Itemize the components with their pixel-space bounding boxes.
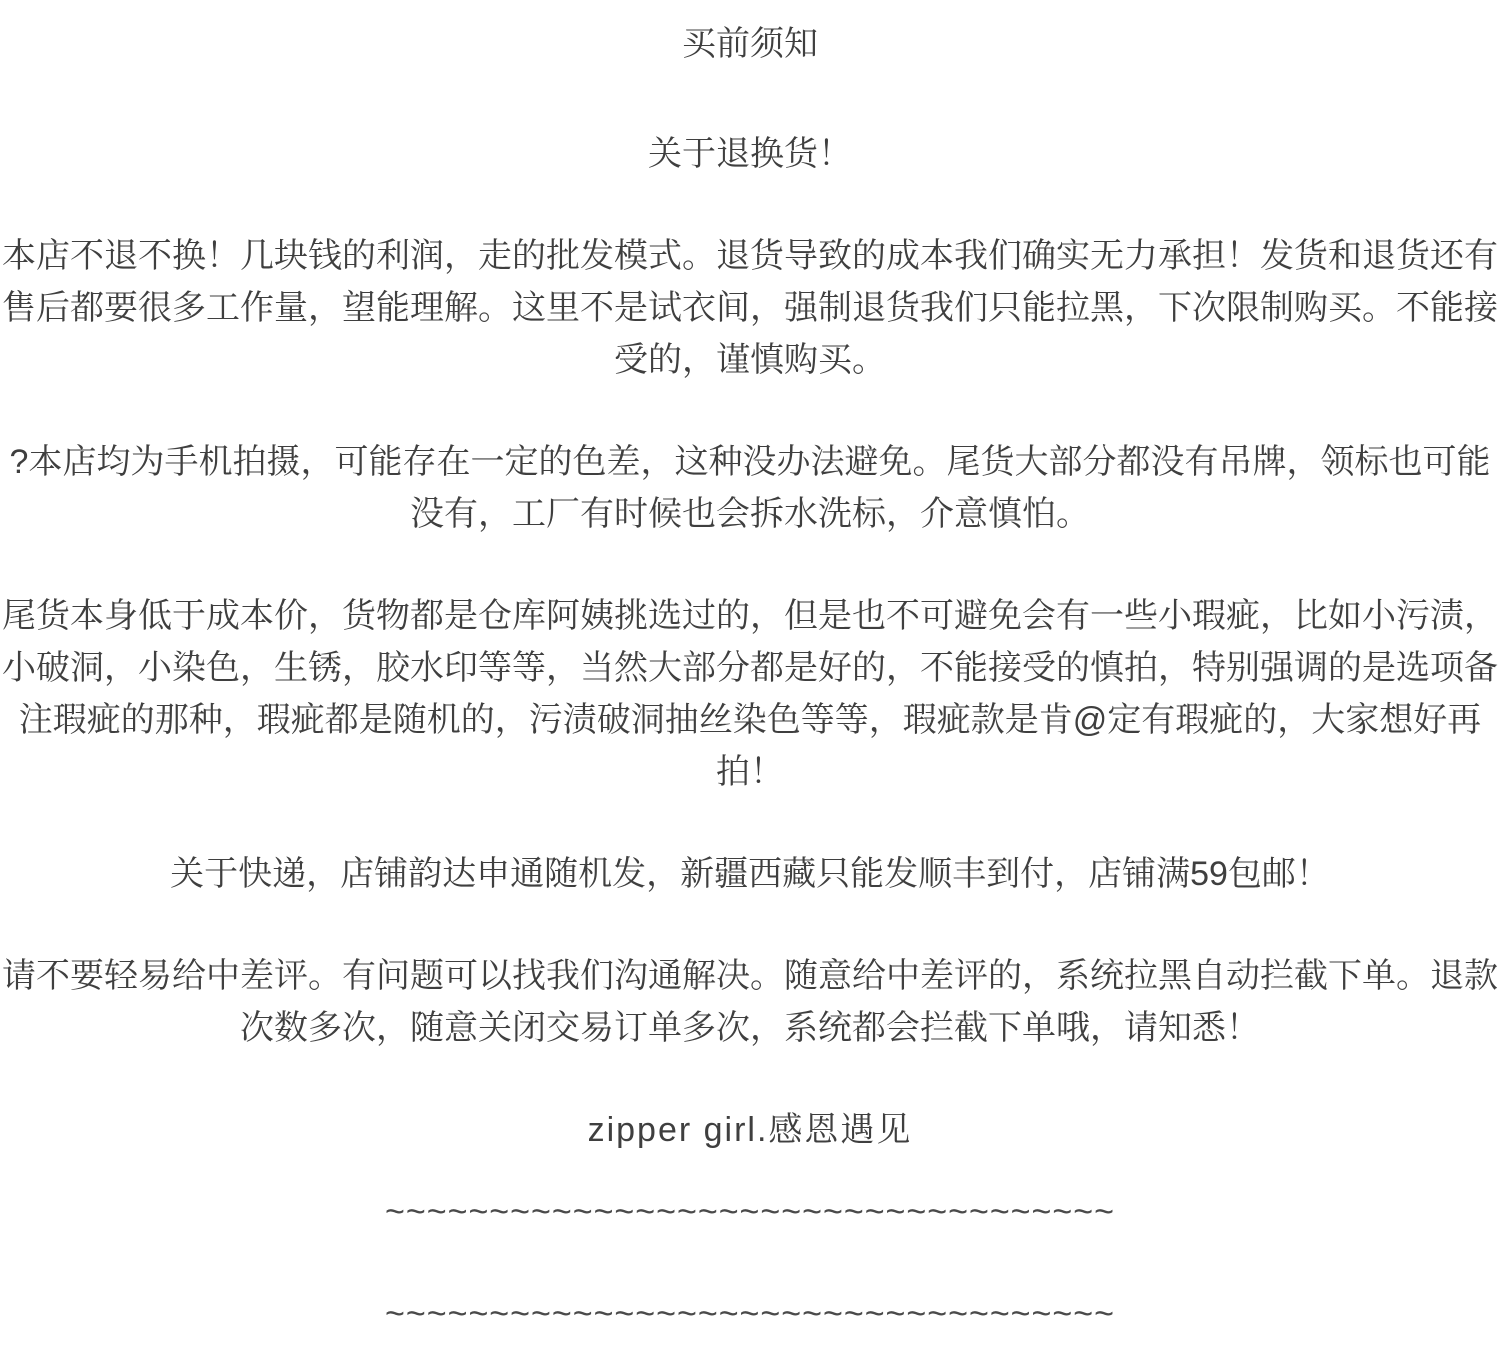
- paragraph-return-policy: 本店不退不换！几块钱的利润，走的批发模式。退货导致的成本我们确实无力承担！发货和退货还有售后都要很多工作量，望能理解。这里不是试衣间，强制退货我们只能拉黑，下次限制购买。不能接受的，谨慎购买。: [2, 237, 1498, 379]
- paragraph-photo-color-note: ?本店均为手机拍摄，可能存在一定的色差，这种没办法避免。尾货大部分都没有吊牌，领标也可能没有，工厂有时候也会拆水洗标，介意慎怕。: [9, 443, 1491, 533]
- signature-line: zipper girl.感恩遇见: [587, 1111, 913, 1149]
- section-heading-returns: 关于退换货！: [648, 135, 852, 173]
- separator-line-2: ~~~~~~~~~~~~~~~~~~~~~~~~~~~~~~~~~~~: [385, 1295, 1115, 1333]
- purchase-notice-document: [0, 18, 1500, 1340]
- paragraph-shipping-note: 关于快递，店铺韵达申通随机发，新疆西藏只能发顺丰到付，店铺满59包邮！: [170, 855, 1330, 893]
- paragraph-review-note: 请不要轻易给中差评。有问题可以找我们沟通解决。随意给中差评的，系统拉黑自动拦截下单。退款次数多次，随意关闭交易订单多次，系统都会拦截下单哦，请知悉！: [2, 957, 1498, 1047]
- page-title: 买前须知: [682, 25, 818, 63]
- paragraph-defects-note: 尾货本身低于成本价，货物都是仓库阿姨挑选过的，但是也不可避免会有一些小瑕疵，比如小污渍，小破洞，小染色，生锈，胶水印等等，当然大部分都是好的，不能接受的慎拍，特别强调的是选项备注瑕疵的那种，瑕疵都是随机的，污渍破洞抽丝染色等等，瑕疵款是肯@定有瑕疵的，大家想好再拍！: [2, 597, 1498, 791]
- separator-line-1: ~~~~~~~~~~~~~~~~~~~~~~~~~~~~~~~~~~~: [385, 1193, 1115, 1231]
